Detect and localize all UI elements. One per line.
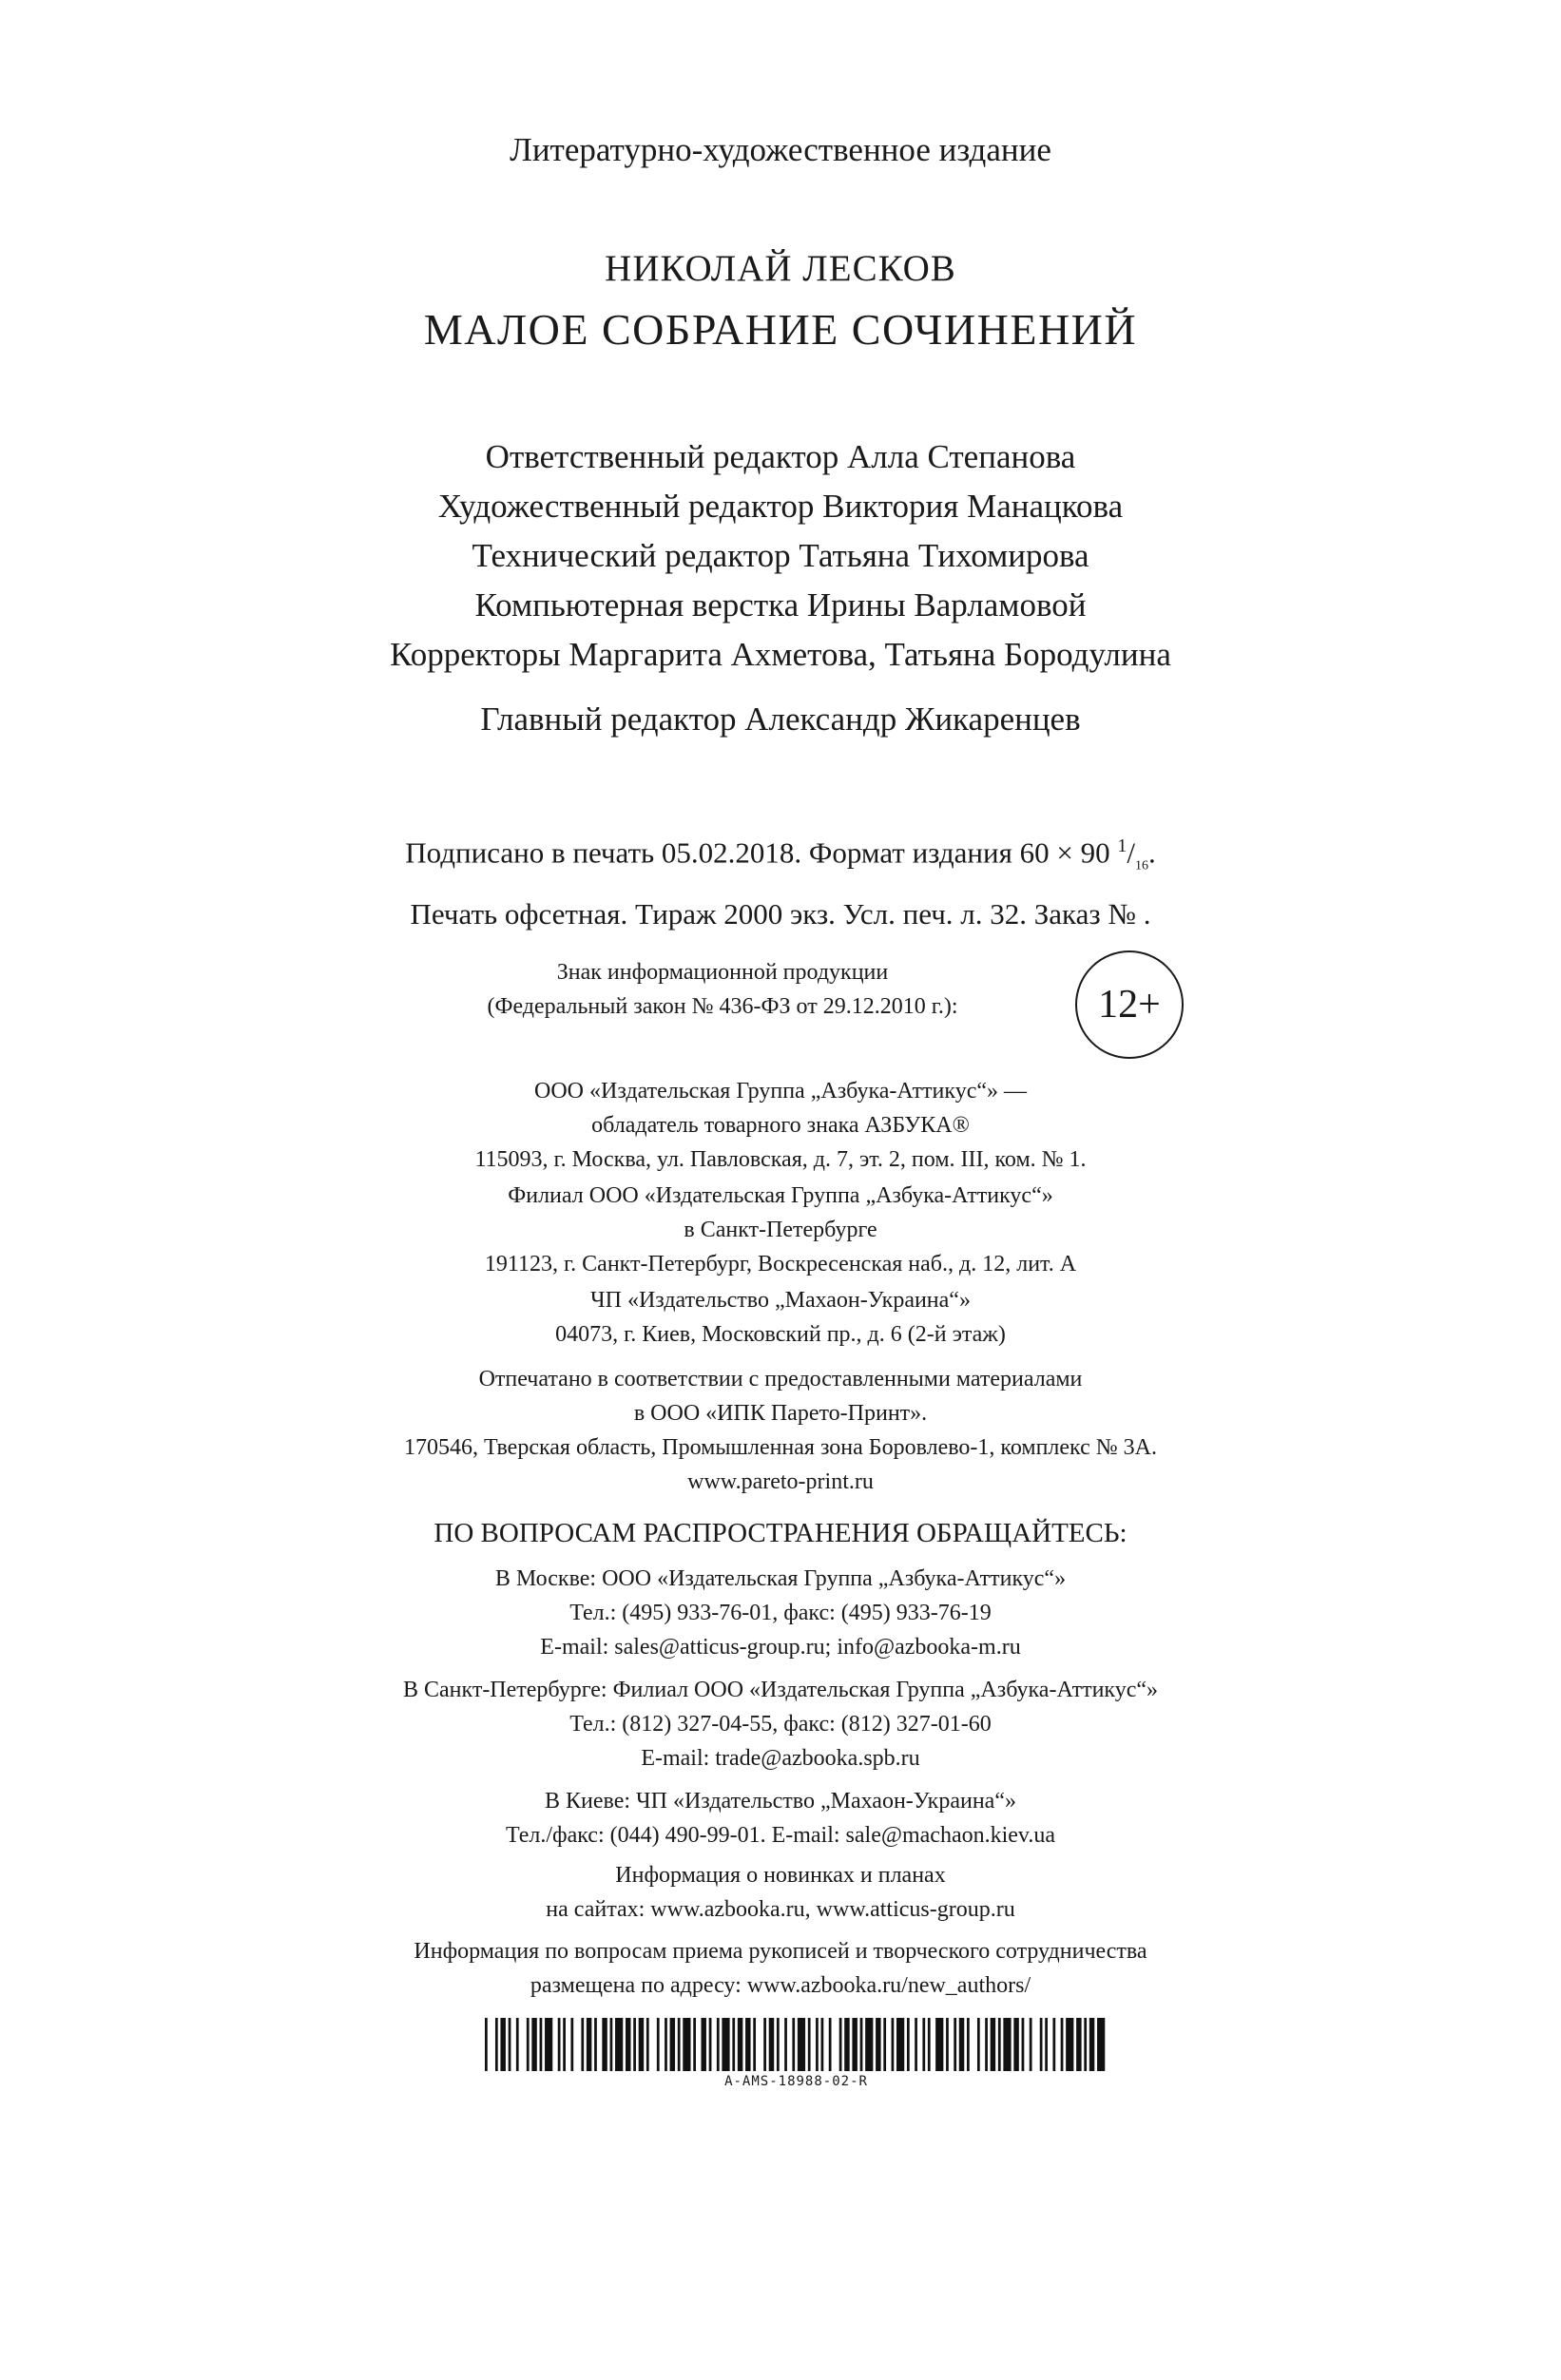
printer-line: Отпечатано в соответствии с предоставленными материалами — [478, 1367, 1083, 1392]
distribution-moscow — [0, 1562, 1561, 1664]
publisher-block — [0, 1283, 1561, 1352]
barcode-bars — [485, 2018, 1108, 2071]
manuscripts-address: размещена по адресу: www.azbooka.ru/new_authors/ — [530, 1973, 1031, 1998]
publisher-line: ЧП «Издательство „Махаон-Украина“» — [590, 1288, 971, 1313]
printer-line: в ООО «ИПК Парето-Принт». — [633, 1401, 928, 1426]
news-line: Информация о новинках и планах — [615, 1863, 946, 1888]
distribution-line: В Киеве: ЧП «Издательство „Махаон-Украина“» — [545, 1789, 1016, 1814]
publisher-line: в Санкт-Петербурге — [684, 1218, 877, 1242]
age-rating-badge: 12+ — [1075, 950, 1184, 1059]
distribution-heading: ПО ВОПРОСАМ РАСПРОСТРАНЕНИЯ ОБРАЩАЙТЕСЬ: — [434, 1518, 1127, 1548]
manuscripts-info — [0, 1934, 1561, 2003]
print-details — [0, 822, 1561, 938]
print-format-text: Подписано в печать 05.02.2018. Формат издания 60 × 90 — [405, 835, 1118, 870]
format-fraction-numerator: 1 — [1117, 835, 1127, 856]
format-fraction-denominator: 16 — [1134, 858, 1148, 873]
print-run-line: Печать офсетная. Тираж 2000 экз. Усл. печ. л. 32. Заказ № . — [410, 896, 1151, 931]
info-sign-law: (Федеральный закон № 436-ФЗ от 29.12.2010 г.): — [487, 994, 958, 1019]
manuscripts-line: Информация по вопросам приема рукописей и творческого сотрудничества — [414, 1939, 1147, 1964]
news-sites: на сайтах: www.azbooka.ru, www.atticus-group.ru — [546, 1897, 1015, 1922]
chief-editor: Главный редактор Александр Жикаренцев — [480, 701, 1081, 738]
staff-line: Технический редактор Татьяна Тихомирова — [472, 537, 1089, 574]
edition-type: Литературно-художественное издание — [510, 131, 1051, 168]
publisher-block — [0, 1074, 1561, 1177]
print-format-end: . — [1147, 835, 1156, 870]
barcode-number: A-AMS-18988-02-R — [724, 2074, 868, 2089]
author-name: НИКОЛАЙ ЛЕСКОВ — [605, 248, 956, 289]
distribution-line: В Санкт-Петербурге: Филиал ООО «Издательская Группа „Азбука-Аттикус“» — [402, 1678, 1159, 1702]
printer-website: www.pareto-print.ru — [687, 1469, 874, 1494]
distribution-line: E-mail: sales@atticus-group.ru; info@azbooka-m.ru — [540, 1635, 1021, 1660]
publisher-line: 115093, г. Москва, ул. Павловская, д. 7, эт. 2, пом. III, ком. № 1. — [474, 1147, 1087, 1172]
barcode — [485, 2018, 1108, 2089]
publisher-line: 04073, г. Киев, Московский пр., д. 6 (2-й этаж) — [555, 1322, 1006, 1347]
distribution-line: E-mail: trade@azbooka.spb.ru — [641, 1746, 920, 1771]
series-title: МАЛОЕ СОБРАНИЕ СОЧИНЕНИЙ — [423, 305, 1138, 354]
distribution-line: Тел.: (812) 327-04-55, факс: (812) 327-01-60 — [569, 1712, 992, 1737]
news-info — [0, 1858, 1561, 1927]
info-sign-text — [380, 955, 1065, 1024]
editorial-staff — [0, 432, 1561, 680]
publisher-line: ООО «Издательская Группа „Азбука-Аттикус“» — — [534, 1079, 1027, 1104]
publisher-line: 191123, г. Санкт-Петербург, Воскресенская наб., д. 12, лит. А — [484, 1252, 1077, 1276]
publisher-block — [0, 1179, 1561, 1281]
staff-line: Компьютерная верстка Ирины Варламовой — [474, 586, 1087, 624]
distribution-kiev — [0, 1784, 1561, 1852]
distribution-line: В Москве: ООО «Издательская Группа „Азбука-Аттикус“» — [494, 1566, 1067, 1591]
info-sign-line: Знак информационной продукции — [556, 960, 889, 985]
print-format-line: Подписано в печать 05.02.2018. Формат издания 60 × 90 $^1/_{16}$. — [405, 835, 1156, 873]
publisher-line: Филиал ООО «Издательская Группа „Азбука-Аттикус“» — [508, 1183, 1053, 1208]
printer-line: 170546, Тверская область, Промышленная зона Боровлево-1, комплекс № 3А. — [404, 1435, 1157, 1460]
staff-line: Художественный редактор Виктория Манацкова — [437, 488, 1124, 525]
staff-line: Корректоры Маргарита Ахметова, Татьяна Бородулина — [390, 636, 1171, 673]
publisher-line: обладатель товарного знака АЗБУКА® — [591, 1113, 970, 1138]
distribution-line: Тел./факс: (044) 490-99-01. E-mail: sale@machaon.kiev.ua — [505, 1823, 1056, 1848]
staff-line: Ответственный редактор Алла Степанова — [485, 438, 1076, 475]
printer-block — [0, 1362, 1561, 1499]
distribution-spb — [0, 1673, 1561, 1775]
distribution-line: Тел.: (495) 933-76-01, факс: (495) 933-76-19 — [569, 1601, 992, 1625]
